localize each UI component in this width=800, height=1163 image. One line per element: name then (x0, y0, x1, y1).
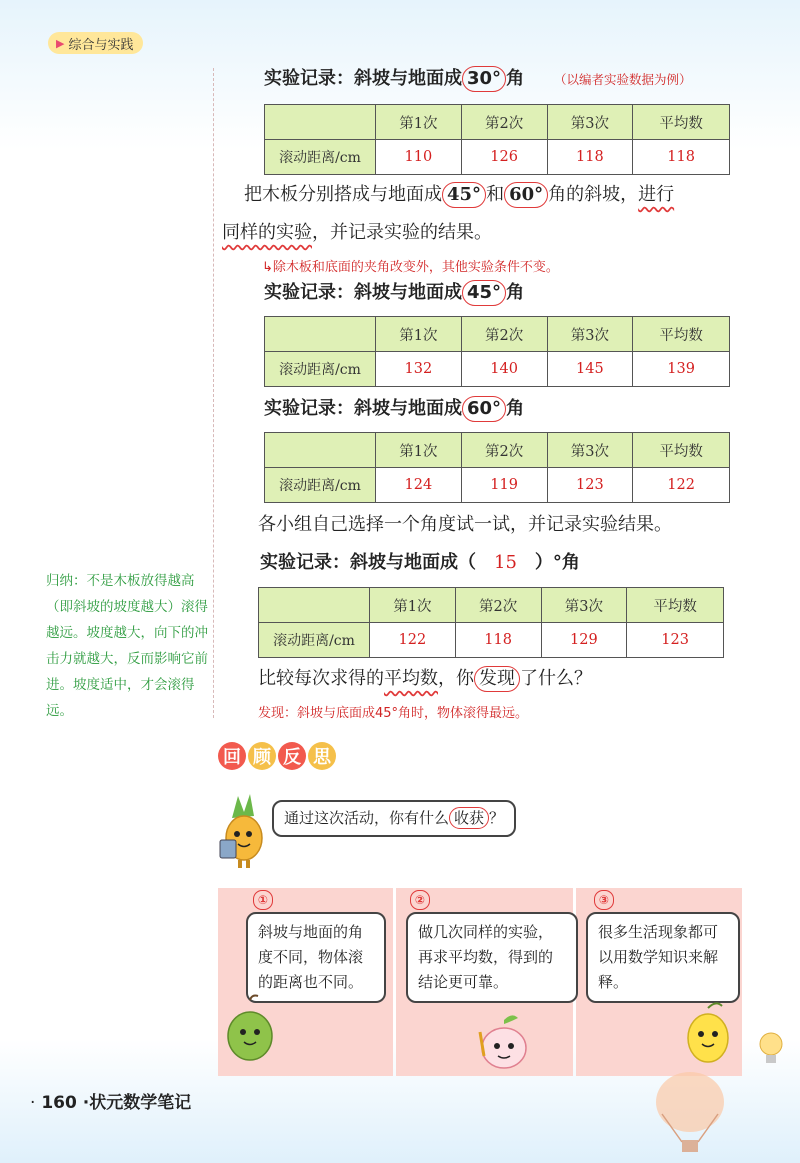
panel-bubble: 很多生活现象都可以用数学知识来解释。 (586, 912, 740, 1003)
experiment-45-title (264, 278, 524, 306)
table-corner (265, 105, 376, 140)
peach-mascot (474, 1012, 536, 1072)
table-cell: 140 (461, 352, 547, 387)
book-title: ·状元数学笔记 (82, 1093, 192, 1113)
title-suffix: ）°角 (534, 552, 580, 573)
experiment-60-title (264, 394, 524, 422)
column-header: 第3次 (547, 433, 633, 468)
title-text: 实验记录：斜坡与地面成（ (260, 552, 476, 573)
table-corner (265, 433, 376, 468)
text-span: 比较每次求得的 (258, 668, 384, 689)
table-cell: 118 (455, 623, 541, 658)
table-cell: 124 (376, 468, 462, 503)
arrow-icon: ↳ (262, 260, 273, 275)
lemon-mascot (680, 1002, 736, 1068)
paragraph-2: 各小组自己选择一个角度试一试，并记录实验结果。 (258, 514, 672, 535)
table-cell: 126 (461, 140, 547, 175)
hot-air-balloon-icon (650, 1070, 730, 1156)
table-cell: 139 (633, 352, 730, 387)
text-span: ，你 (438, 668, 474, 689)
table-corner (259, 588, 370, 623)
row-label: 滚动距离/cm (265, 140, 376, 175)
paragraph-note (262, 256, 559, 275)
table-cell: 132 (376, 352, 462, 387)
section-tag (48, 32, 143, 54)
table-cell: 118 (633, 140, 730, 175)
table-corner (265, 317, 376, 352)
experiment-30-table (264, 104, 730, 175)
angle-circled: 60° (504, 182, 548, 208)
row-label: 滚动距离/cm (265, 352, 376, 387)
title-text: 实验记录：斜坡与地面成 (264, 282, 462, 303)
angle-circled: 60° (462, 396, 506, 422)
angle-circled: 30° (462, 66, 506, 92)
title-suffix: 角 (506, 68, 525, 89)
row-label: 滚动距离/cm (265, 468, 376, 503)
pear-mascot (222, 994, 278, 1066)
panel-number: ③ (594, 890, 614, 910)
experiment-custom-table (258, 587, 724, 658)
light-bulb-icon (756, 1030, 786, 1070)
column-header: 平均数 (627, 588, 724, 623)
custom-angle-value: 15 (494, 552, 517, 573)
review-char: 顾 (248, 742, 276, 770)
table-cell: 119 (461, 468, 547, 503)
column-header: 平均数 (633, 317, 730, 352)
word-circled: 收获 (449, 807, 489, 829)
title-suffix: 角 (506, 398, 525, 419)
table-cell: 122 (633, 468, 730, 503)
table-cell: 123 (547, 468, 633, 503)
panel-number: ① (253, 890, 273, 910)
text-span: 通过这次活动，你有什么 (284, 809, 450, 827)
word-circled: 发现 (474, 666, 520, 692)
column-header: 第2次 (461, 317, 547, 352)
column-header: 平均数 (633, 105, 730, 140)
column-header: 第3次 (541, 588, 627, 623)
text-span: 了什么？ (520, 668, 592, 689)
text-span: 把木板分别搭成与地面成 (244, 184, 442, 205)
section-tag-label: 综合与实践 (68, 37, 134, 53)
review-heading (218, 742, 338, 770)
text-span: 角的斜坡， (548, 184, 639, 205)
panel-number: ② (410, 890, 430, 910)
experiment-30-title (264, 64, 524, 92)
review-char: 回 (218, 742, 246, 770)
title-suffix: 角 (506, 282, 525, 303)
title-text: 实验记录：斜坡与地面成 (264, 68, 462, 89)
experiment-45-table (264, 316, 730, 387)
play-triangle-icon: ▶ (56, 36, 65, 50)
page-number: 160 (41, 1093, 77, 1113)
page-footer (30, 1088, 191, 1113)
review-char: 思 (308, 742, 336, 770)
column-header: 第3次 (547, 105, 633, 140)
column-header: 第2次 (461, 105, 547, 140)
text-emphasis: 平均数 (384, 668, 438, 689)
column-header: 第2次 (455, 588, 541, 623)
column-header: 平均数 (633, 433, 730, 468)
row-label: 滚动距离/cm (259, 623, 370, 658)
side-note: 归纳：不是木板放得越高（即斜坡的坡度越大）滚得越远。坡度越大，向下的冲击力就越大，反而影响它前进。坡度适中，才会滚得远。 (46, 573, 208, 719)
experiment-30-note: （以编者实验数据为例） (554, 72, 692, 87)
table-cell: 145 (547, 352, 633, 387)
experiment-custom-title (260, 548, 580, 574)
text-emphasis: 进行 (638, 184, 675, 205)
note-text: 除木板和底面的夹角改变外，其他实验条件不变。 (272, 260, 559, 275)
title-text: 实验记录：斜坡与地面成 (264, 398, 462, 419)
text-span: ，并记录实验的结果。 (312, 222, 492, 243)
angle-circled: 45° (442, 182, 486, 208)
pineapple-mascot (218, 792, 270, 870)
column-header: 第1次 (376, 105, 462, 140)
table-cell: 110 (376, 140, 462, 175)
text-span: ？ (489, 809, 505, 827)
column-header: 第1次 (376, 433, 462, 468)
column-header: 第2次 (461, 433, 547, 468)
review-char: 反 (278, 742, 306, 770)
experiment-60-table (264, 432, 730, 503)
column-header: 第1次 (376, 317, 462, 352)
margin-divider (213, 68, 214, 718)
table-cell: 123 (627, 623, 724, 658)
column-header: 第3次 (547, 317, 633, 352)
finding-note: 发现：斜坡与底面成45°角时，物体滚得最远。 (258, 706, 529, 721)
panel-bubble: 斜坡与地面的角度不同，物体滚的距离也不同。 (246, 912, 386, 1003)
question-line (258, 658, 592, 700)
text-span: 和 (486, 184, 505, 205)
paragraph-line-2 (222, 212, 492, 254)
table-cell: 118 (547, 140, 633, 175)
table-cell: 122 (370, 623, 456, 658)
table-cell: 129 (541, 623, 627, 658)
column-header: 第1次 (370, 588, 456, 623)
paragraph-line-1 (244, 174, 674, 216)
review-prompt-bubble (272, 800, 516, 837)
angle-circled: 45° (462, 280, 506, 306)
text-emphasis: 同样的实验 (222, 222, 312, 243)
panel-bubble: 做几次同样的实验，再求平均数，得到的结论更可靠。 (406, 912, 578, 1003)
bullet-icon: · (30, 1093, 36, 1113)
